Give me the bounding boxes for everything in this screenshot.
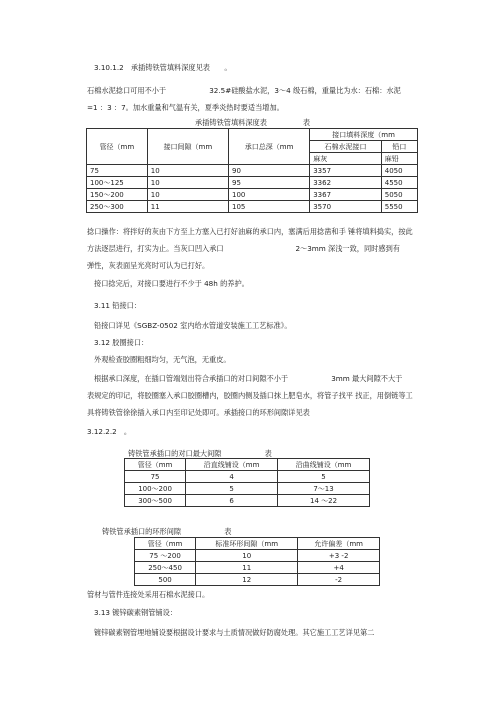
table-cell: 250～300 (87, 201, 148, 213)
table-cell: 12 (196, 574, 298, 586)
table-cell: 14 ～22 (278, 495, 370, 507)
table1-header-hemp: 麻灰 (310, 153, 382, 165)
table-cell: 3367 (310, 189, 382, 201)
section-heading-3-13: 3.13 镀锌碳素钢管铺设： (94, 608, 177, 617)
table-cell: 75 ～200 (135, 550, 196, 562)
table-cell: 6 (186, 495, 278, 507)
annular-gap-table (134, 537, 380, 586)
table3-header-std: 标准环形间隙（mm (196, 538, 298, 550)
table-cell: 75 (87, 165, 148, 177)
table-cell: 10 (196, 550, 298, 562)
table-cell: 100～200 (125, 483, 186, 495)
table-cell: 3570 (310, 201, 382, 213)
table-row (135, 550, 380, 562)
table3-header-dev: 允许偏差（mm (298, 538, 380, 550)
paragraph-line: =1 ：3 ：7。加水重量和气温有关，夏季炎热时要适当增加。 (87, 103, 284, 112)
paragraph-line: 具将铸铁管徐徐插入承口内至印记处即可。承插接口的环形间隙详见表 (87, 408, 310, 417)
table-cell: 4050 (381, 165, 417, 177)
table3-caption: 铸铁管承插口的环形间隙 表 (102, 527, 232, 536)
table2-header-straight: 沿直线铺设（mm (186, 459, 278, 471)
table-row (87, 165, 418, 177)
section-heading-3-10-1-2: 3.10.1.2 承插铸铁管填料深度见表 。 (94, 63, 232, 72)
table1-caption: 承插铸铁管填料深度表 表 (195, 118, 311, 127)
table-cell: 10 (147, 165, 228, 177)
table-cell: 11 (196, 562, 298, 574)
paragraph-line: 方法逐层进行，打实为止。当灰口凹入承口 2～3mm 深浅一致，同时感到有 (87, 244, 400, 253)
table1-header-lead: 铅口 (381, 141, 417, 153)
table2-caption: 铸铁管承插口的对口最大间隙 表 (128, 449, 272, 458)
table1-header-pipe: 管径（mm (87, 129, 148, 165)
section-heading-3-11: 3.11 铅接口： (94, 301, 142, 310)
table-cell: 7～13 (278, 483, 370, 495)
table-cell: 10 (147, 189, 228, 201)
table-cell: 95 (229, 177, 310, 189)
section-heading-3-12: 3.12 胶圈接口： (94, 338, 149, 347)
filling-depth-table (86, 128, 418, 213)
paragraph-line: 捻口操作：将拌好的灰由下方至上方塞入已打好油麻的承口内，塞满后用捻凿和手 锤将填料捣实，按此 (87, 227, 413, 236)
table1-header-hemp-lead: 麻铅 (381, 153, 417, 165)
table1-header-gap: 接口间隙（mm (147, 129, 228, 165)
table-cell: 75 (125, 471, 186, 483)
table-cell: 4550 (381, 177, 417, 189)
table-cell: 150～200 (87, 189, 148, 201)
table2-header-pipe: 管径（mm (125, 459, 186, 471)
table-row (87, 201, 418, 213)
table-cell: 4 (186, 471, 278, 483)
table-cell: 5 (186, 483, 278, 495)
table-cell: 100～125 (87, 177, 148, 189)
table-cell: +4 (298, 562, 380, 574)
table-row (87, 177, 418, 189)
table-cell: 90 (229, 165, 310, 177)
table-row (135, 574, 380, 586)
paragraph-line: 3.12.2.2 。 (87, 427, 132, 436)
table-row (125, 471, 370, 483)
paragraph-line: 表规定的印记，将胶圈塞入承口胶圈槽内，胶圈内侧及插口抹上肥皂水，将管子找平 找正，用倒链等工 (87, 391, 413, 400)
paragraph-line: 外观检查胶圈粗细均匀，无气泡，无重皮。 (94, 355, 231, 364)
paragraph-line: 接口捻完后，对接口要进行不少于 48h 的养护。 (94, 279, 249, 288)
table-cell: -2 (298, 574, 380, 586)
paragraph-line: 石棉水泥捻口可用不小于 32.5#硅酸盐水泥，3～4 级石棉，重量比为水：石棉：水泥 (87, 86, 401, 95)
table-cell: 5 (278, 471, 370, 483)
table2-header-curve: 沿曲线铺设（mm (278, 459, 370, 471)
paragraph-line: 管材与管件连接处采用石棉水泥接口。 (87, 590, 210, 599)
table-cell: +3 -2 (298, 550, 380, 562)
table3-header-pipe: 管径（mm (135, 538, 196, 550)
table-cell: 5050 (381, 189, 417, 201)
paragraph-line: 镀锌碳素钢管埋地铺设要根据设计要求与土质情况做好防腐处理。其它施工工艺详见第二 (94, 628, 375, 637)
table-cell: 3357 (310, 165, 382, 177)
table-row (125, 483, 370, 495)
paragraph-line: 根据承口深度，在插口管端划出符合承插口的对口间隙不小于 3mm 最大间隙不大于 (94, 374, 403, 383)
paragraph-line: 铅接口详见《SGBZ-0502 室内给水管道安装施工工艺标准》。 (94, 321, 292, 330)
table-cell: 5550 (381, 201, 417, 213)
table-row (125, 495, 370, 507)
paragraph-line: 弹性，灰表面呈光亮时可认为已打好。 (87, 261, 210, 270)
table-row (135, 562, 380, 574)
table-cell: 250～450 (135, 562, 196, 574)
table-row (87, 189, 418, 201)
table-cell: 3362 (310, 177, 382, 189)
table-cell: 300～500 (125, 495, 186, 507)
table1-header-fill: 接口填料深度（mm (310, 129, 418, 141)
table1-header-total: 承口总深（mm (229, 129, 310, 165)
table-cell: 10 (147, 177, 228, 189)
table-cell: 11 (147, 201, 228, 213)
max-gap-table (124, 458, 370, 507)
table1-header-asbestos: 石棉水泥接口 (310, 141, 382, 153)
table-cell: 105 (229, 201, 310, 213)
table-cell: 500 (135, 574, 196, 586)
table-cell: 100 (229, 189, 310, 201)
